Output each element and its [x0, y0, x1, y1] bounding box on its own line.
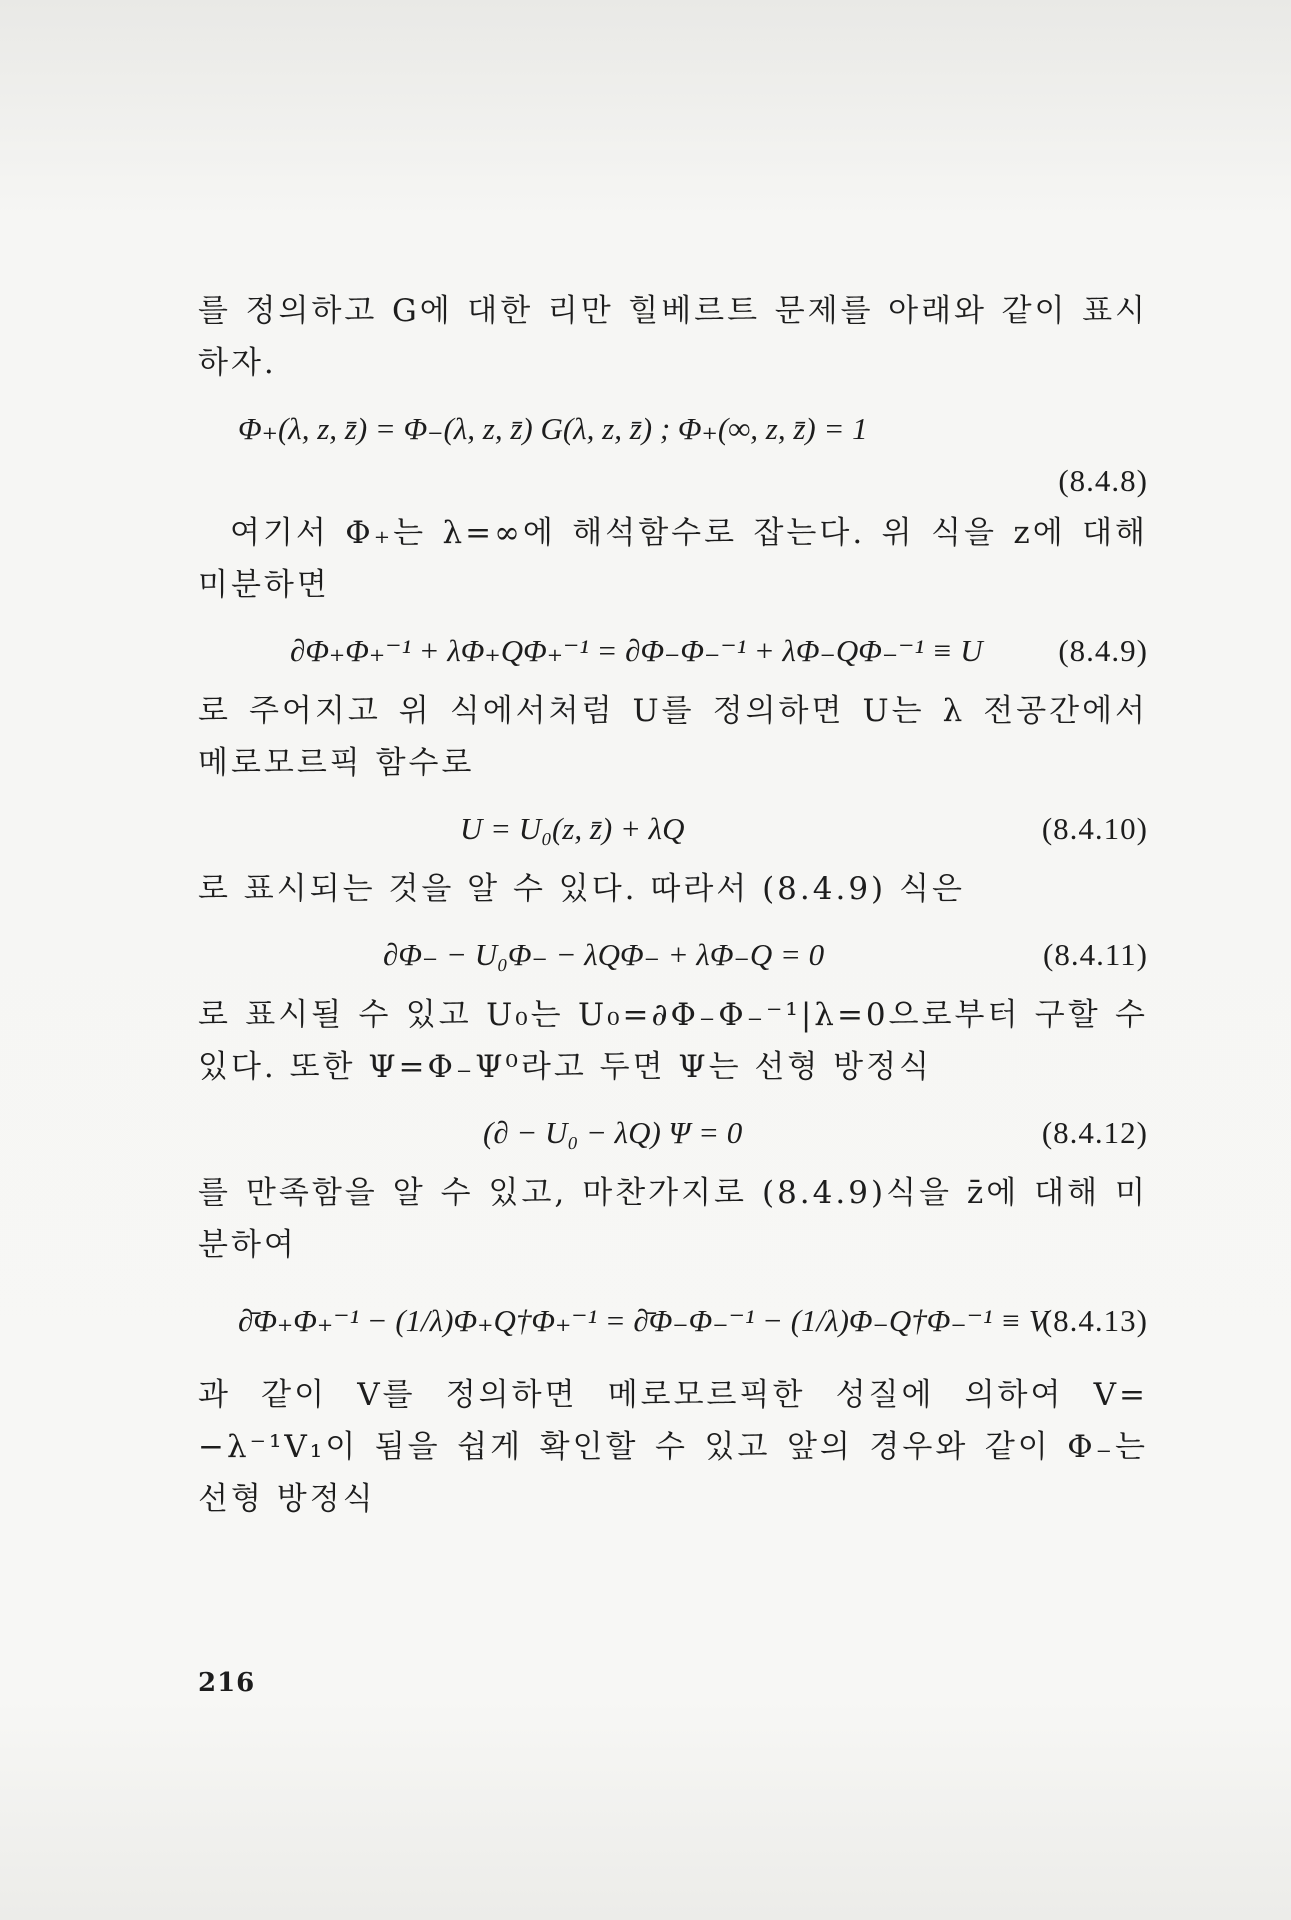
equation-8-4-12	[198, 1107, 1148, 1167]
equation-8-4-10	[198, 803, 1148, 863]
equation-number: (8.4.11)	[1043, 937, 1148, 972]
page-content	[198, 285, 1148, 1525]
equation-number: (8.4.8)	[1058, 463, 1148, 498]
paragraph-6: 를 만족함을 알 수 있고, 마찬가지로 (8.4.9)식을 z̄에 대해 미분하여	[198, 1175, 1148, 1263]
equation-formula: Φ₊(λ, z, z̄) = Φ₋(λ, z, z̄) G(λ, z, z̄) ; Φ₊(∞, z, z̄) = 1	[238, 411, 868, 446]
paragraph-7: 과 같이 V를 정의하면 메로모르픽한 성질에 의하여 V= −λ⁻¹V₁이 됨을 쉽게 확인할 수 있고 앞의 경우와 같이 Φ₋는 선형 방정식	[198, 1377, 1148, 1517]
paragraph-4: 로 표시되는 것을 알 수 있다. 따라서 (8.4.9) 식은	[198, 871, 965, 907]
equation-8-4-8	[198, 403, 1148, 507]
equation-number: (8.4.9)	[1058, 633, 1148, 668]
equation-8-4-13	[198, 1285, 1148, 1369]
page-number: 216	[198, 1668, 256, 1698]
equation-formula: ∂̄Φ₊Φ₊⁻¹ − (1/λ)Φ₊Q†Φ₊⁻¹ = ∂̄Φ₋Φ₋⁻¹ − (1/λ)Φ₋Q†Φ₋⁻¹ ≡ V	[238, 1303, 1048, 1338]
equation-8-4-11	[198, 929, 1148, 989]
equation-number: (8.4.13)	[1041, 1303, 1148, 1338]
paragraph-3: 로 주어지고 위 식에서처럼 U를 정의하면 U는 λ 전공간에서 메로모르픽 함수로	[198, 693, 1148, 781]
equation-formula: ∂Φ₊Φ₊⁻¹ + λΦ₊QΦ₊⁻¹ = ∂Φ₋Φ₋⁻¹ + λΦ₋QΦ₋⁻¹ ≡ U	[290, 633, 983, 668]
paragraph-5: 로 표시될 수 있고 U₀는 U₀=∂Φ₋Φ₋⁻¹|λ=0으로부터 구할 수 있다. 또한 Ψ=Φ₋Ψ⁰라고 두면 Ψ는 선형 방정식	[198, 997, 1148, 1085]
paragraph-2: 여기서 Φ₊는 λ=∞에 해석함수로 잡는다. 위 식을 z에 대해 미분하면	[198, 515, 1148, 603]
equation-formula: ∂Φ₋ − U₀Φ₋ − λQΦ₋ + λΦ₋Q = 0	[383, 937, 825, 972]
equation-number: (8.4.10)	[1041, 811, 1148, 846]
equation-8-4-9	[198, 625, 1148, 685]
equation-formula: U = U₀(z, z̄) + λQ	[460, 811, 685, 846]
equation-formula: (∂ − U₀ − λQ) Ψ = 0	[483, 1115, 743, 1150]
paragraph-1: 를 정의하고 G에 대한 리만 힐베르트 문제를 아래와 같이 표시하자.	[198, 293, 1148, 381]
equation-number: (8.4.12)	[1041, 1115, 1148, 1150]
